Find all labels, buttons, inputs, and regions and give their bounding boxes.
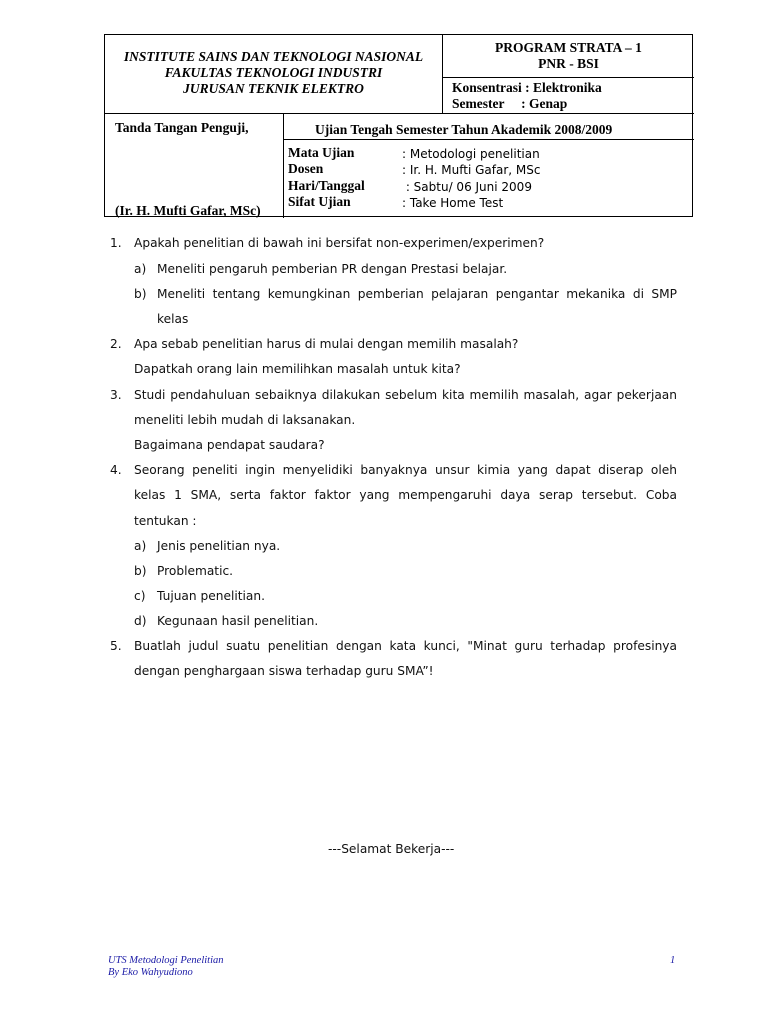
- program-subtitle: PNR - BSI: [538, 56, 599, 71]
- info-label-lecturer: Dosen: [288, 161, 324, 176]
- concentration-block: [452, 80, 602, 112]
- option-text: Problematic.: [157, 564, 234, 578]
- concentration-label: Konsentrasi : Elektronika: [452, 80, 602, 95]
- info-value-subject: : Metodologi penelitian: [402, 147, 540, 161]
- question-text: Studi pendahuluan sebaiknya dilakukan sebelum kita memilih masalah, agar pekerjaan: [134, 388, 677, 402]
- option-label: b): [134, 564, 147, 578]
- examiner-name: (Ir. H. Mufti Gafar, MSc): [115, 203, 261, 218]
- question-text-cont: tentukan :: [134, 514, 197, 528]
- option-text: Kegunaan hasil penelitian.: [157, 614, 319, 628]
- option-text: Tujuan penelitian.: [157, 589, 265, 603]
- question-text-cont: Bagaimana pendapat saudara?: [134, 438, 325, 452]
- question-text: Buatlah judul suatu penelitian dengan kata kunci, "Minat guru terhadap profesinya: [134, 639, 677, 653]
- department-name: JURUSAN TEKNIK ELEKTRO: [183, 81, 364, 96]
- question-text-cont: Dapatkah orang lain memilihkan masalah untuk kita?: [134, 362, 461, 376]
- closing-text: ---Selamat Bekerja---: [328, 842, 455, 856]
- option-label: a): [134, 539, 147, 553]
- institution-name: INSTITUTE SAINS DAN TEKNOLOGI NASIONAL: [123, 49, 424, 64]
- institution-block: [105, 49, 442, 97]
- option-label: a): [134, 262, 147, 276]
- option-text-cont: kelas: [157, 312, 189, 326]
- question-number: 4.: [110, 463, 122, 477]
- question-text-cont: kelas 1 SMA, serta faktor faktor yang mempengaruhi daya serap tersebut. Coba: [134, 488, 677, 502]
- option-label: c): [134, 589, 146, 603]
- question-number: 3.: [110, 388, 122, 402]
- question-number: 2.: [110, 337, 122, 351]
- signature-label: Tanda Tangan Penguji,: [115, 120, 249, 135]
- question-text: Seorang peneliti ingin menyelidiki banyaknya unsur kimia yang dapat diserap oleh: [134, 463, 677, 477]
- option-text: Meneliti tentang kemungkinan pemberian pelajaran pengantar mekanika di SMP: [157, 287, 677, 301]
- option-label: b): [134, 287, 147, 301]
- info-value-lecturer: : Ir. H. Mufti Gafar, MSc: [402, 163, 541, 177]
- header-table: [104, 34, 693, 217]
- question-text-cont: meneliti lebih mudah di laksanakan.: [134, 413, 356, 427]
- info-label-date: Hari/Tanggal: [288, 178, 365, 193]
- exam-title: Ujian Tengah Semester Tahun Akademik 2008/2009: [315, 122, 613, 137]
- info-label-type: Sifat Ujian: [288, 194, 351, 209]
- option-label: d): [134, 614, 147, 628]
- question-number: 5.: [110, 639, 122, 653]
- info-value-date: : Sabtu/ 06 Juni 2009: [402, 180, 532, 194]
- semester-label: Semester : Genap: [452, 96, 568, 111]
- question-text: Apa sebab penelitian harus di mulai dengan memilih masalah?: [134, 337, 519, 351]
- option-text: Jenis penelitian nya.: [157, 539, 281, 553]
- question-text-cont: dengan penghargaan siswa terhadap guru SMA”!: [134, 664, 434, 678]
- question-text: Apakah penelitian di bawah ini bersifat non-experimen/experimen?: [134, 236, 545, 250]
- footer-author: By Eko Wahyudiono: [108, 967, 193, 978]
- faculty-name: FAKULTAS TEKNOLOGI INDUSTRI: [164, 65, 383, 80]
- program-block: [443, 40, 694, 72]
- program-title: PROGRAM STRATA – 1: [495, 40, 642, 55]
- info-value-type: : Take Home Test: [402, 196, 504, 210]
- page-number: 1: [670, 955, 676, 966]
- option-text: Meneliti pengaruh pemberian PR dengan Prestasi belajar.: [157, 262, 508, 276]
- footer-title: UTS Metodologi Penelitian: [108, 955, 224, 966]
- info-label-subject: Mata Ujian: [288, 145, 355, 160]
- question-number: 1.: [110, 236, 122, 250]
